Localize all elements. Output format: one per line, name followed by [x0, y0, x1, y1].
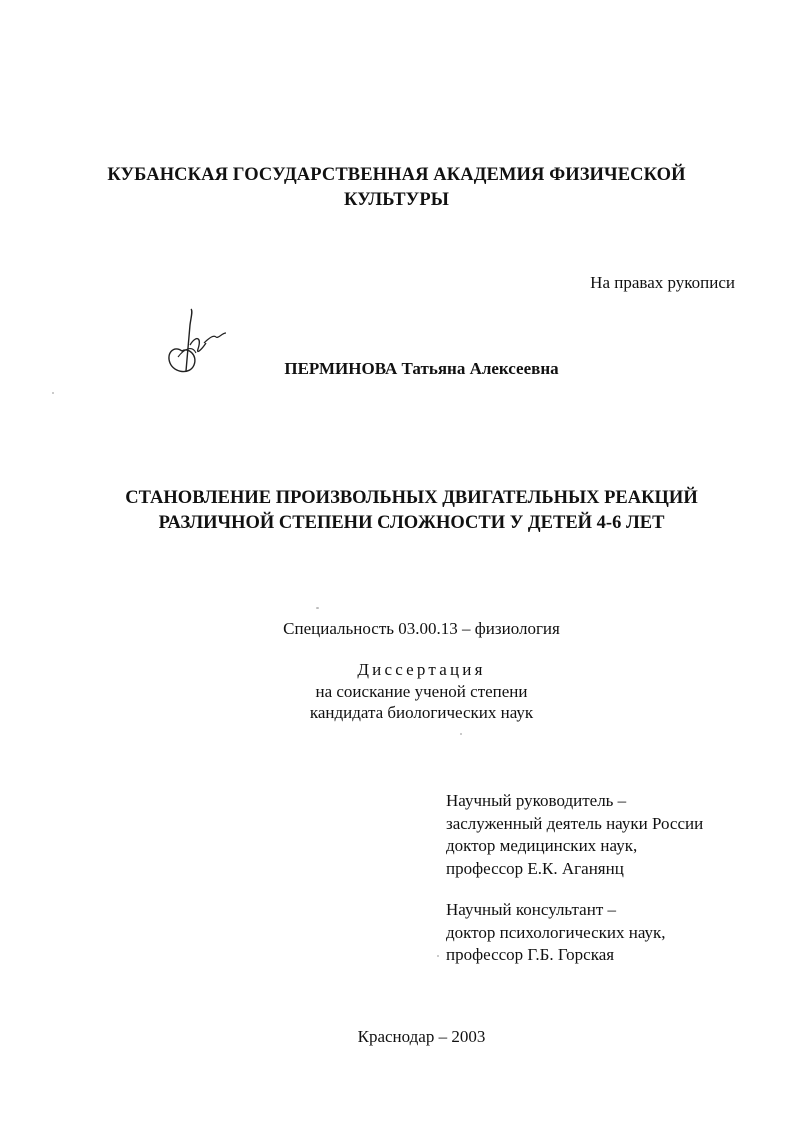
- scan-speck: [316, 607, 319, 609]
- title-line-1: СТАНОВЛЕНИЕ ПРОИЗВОЛЬНЫХ ДВИГАТЕЛЬНЫХ РЕАКЦИЙ: [125, 488, 698, 508]
- dissertation-title: [0, 486, 793, 536]
- scan-speck: [52, 392, 54, 394]
- supervisor-block: [446, 790, 703, 880]
- specialty: Специальность 03.00.13 – физиология: [283, 619, 560, 638]
- consultant-block: [446, 899, 666, 967]
- author-name: ПЕРМИНОВА Татьяна Алексеевна: [284, 359, 559, 378]
- supervisor-line-4: профессор Е.К. Аганянц: [446, 858, 624, 878]
- consultant-line-1: Научный консультант –: [446, 900, 616, 919]
- institution-line-2: КУЛЬТУРЫ: [344, 190, 449, 210]
- supervisor-line-1: Научный руководитель –: [446, 791, 627, 810]
- consultant-line-3: профессор Г.Б. Горская: [446, 945, 615, 964]
- supervisor-line-2: заслуженный деятель науки России: [446, 813, 704, 833]
- title-line-2: РАЗЛИЧНОЙ СТЕПЕНИ СЛОЖНОСТИ У ДЕТЕЙ 4-6 ЛЕТ: [158, 513, 665, 533]
- supervisor-line-3: доктор медицинских наук,: [446, 836, 638, 855]
- dissertation-heading: Диссертация: [357, 660, 486, 679]
- dissertation-line-2: кандидата биологических наук: [309, 703, 534, 722]
- manuscript-note: На правах рукописи: [590, 273, 735, 292]
- institution-name: [0, 163, 793, 213]
- dissertation-block: [0, 659, 793, 724]
- scan-speck: [437, 955, 439, 957]
- dissertation-line-1: на соискание ученой степени: [315, 681, 528, 701]
- city-year: Краснодар – 2003: [357, 1027, 486, 1046]
- consultant-line-2: доктор психологических наук,: [446, 922, 666, 942]
- institution-line-1: КУБАНСКАЯ ГОСУДАРСТВЕННАЯ АКАДЕМИЯ ФИЗИЧЕСКОЙ: [107, 165, 686, 185]
- scan-speck: [460, 733, 462, 735]
